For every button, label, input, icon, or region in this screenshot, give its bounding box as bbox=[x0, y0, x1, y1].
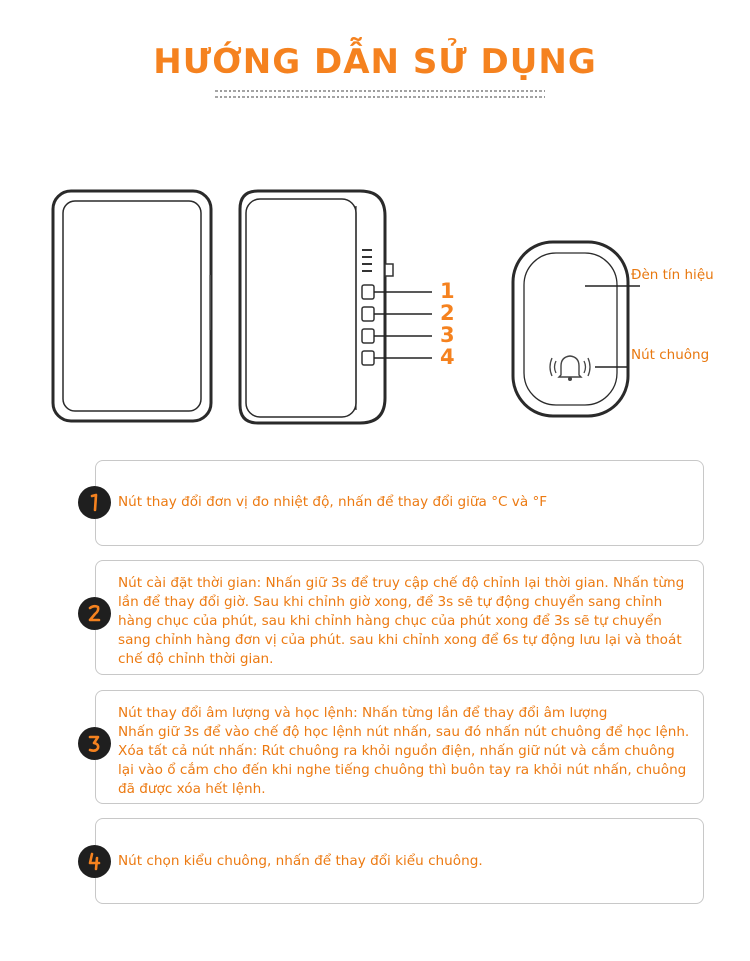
instruction-text-1: Nút thay đổi đơn vị đo nhiệt độ, nhấn để thay đổi giữa °C và °F bbox=[118, 494, 548, 510]
bell-button-label: Nút chuông bbox=[631, 347, 710, 363]
number-3-icon bbox=[78, 727, 111, 760]
instruction-text-4: Nút chọn kiểu chuông, nhấn để thay đổi kiểu chuông. bbox=[118, 853, 483, 869]
number-4-icon bbox=[78, 845, 111, 878]
diagram-number-2: 2 bbox=[440, 301, 455, 325]
instruction-card-3 bbox=[95, 690, 704, 804]
instruction-badge-3 bbox=[78, 727, 111, 760]
instruction-badge-4 bbox=[78, 845, 111, 878]
receiver-front-view bbox=[53, 191, 211, 421]
bell-push-button bbox=[513, 242, 640, 416]
instruction-badge-1 bbox=[78, 486, 111, 519]
number-2-icon bbox=[78, 597, 111, 630]
doorbell-illustration bbox=[0, 180, 750, 440]
instruction-card-1 bbox=[95, 460, 704, 546]
instruction-card-2 bbox=[95, 560, 704, 675]
page-title: HƯỚNG DẪN SỬ DỤNG bbox=[153, 42, 597, 82]
signal-light-label: Đèn tín hiệu bbox=[631, 267, 714, 283]
subtitle-fine-print bbox=[215, 90, 545, 108]
instruction-text-3: Nút thay đổi âm lượng và học lệnh: Nhấn từng lần để thay đổi âm lượng Nhấn giữ 3s để vào chế độ học lệnh nút nhấn, sau đó nhấn nút chuông để học lệnh. Xóa tất cả nút nhấn: Rút chuông ra khỏi nguồn điện, nhấn giữ nút và cắm chuông lại vào ổ cắm cho đến khi nghe tiếng chuông thì buôn tay ra khỏi nút nhấn, chuông đã được xóa hết lệnh. bbox=[118, 705, 690, 797]
instruction-card-4 bbox=[95, 818, 704, 904]
instruction-text-2: Nút cài đặt thời gian: Nhấn giữ 3s để truy cập chế độ chỉnh lại thời gian. Nhấn từng lần để thay đổi giờ. Sau khi chỉnh giờ xong, để 3s sẽ tự động chuyển sang chỉnh hàng chục của phút, sau khi chỉnh hàng chục của phút xong để 3s sẽ tự chuyển sang chỉnh hàng đơn vị của phút. sau khi chỉnh xong để 6s tự động lưu lại và thoát chế độ chỉnh thời gian. bbox=[118, 575, 685, 667]
diagram-number-1: 1 bbox=[440, 279, 455, 303]
instruction-badge-2 bbox=[78, 597, 111, 630]
diagram-number-3: 3 bbox=[440, 323, 455, 347]
diagram-number-4: 4 bbox=[440, 345, 455, 369]
receiver-side-view bbox=[240, 191, 432, 423]
number-1-icon bbox=[78, 486, 111, 519]
